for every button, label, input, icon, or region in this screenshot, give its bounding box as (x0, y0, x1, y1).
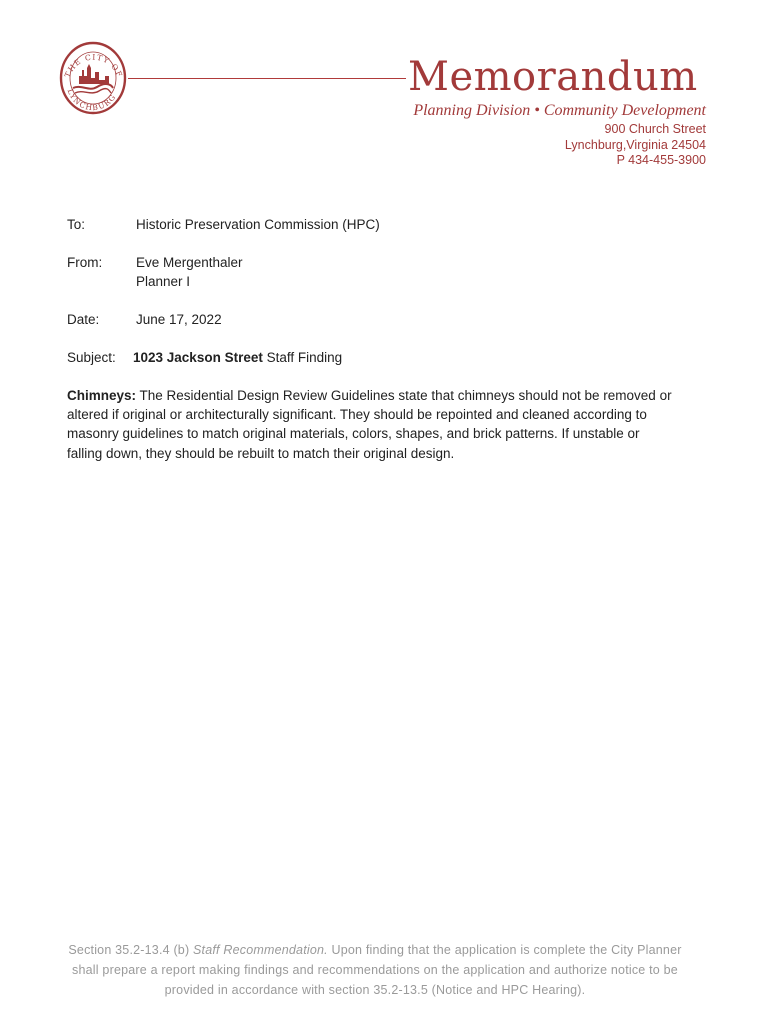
address-phone: P 434-455-3900 (616, 153, 706, 167)
memo-title: Memorandum (408, 54, 698, 100)
body-paragraph (67, 386, 677, 463)
address-street: 900 Church Street (604, 122, 706, 136)
date-label: Date: (67, 312, 100, 327)
subject-rest: Staff Finding (262, 350, 343, 365)
seal-text-bottom: LYNCHBURG (65, 87, 118, 113)
date-value: June 17, 2022 (136, 312, 222, 327)
to-value: Historic Preservation Commission (HPC) (136, 217, 380, 232)
memo-subtitle: Planning Division • Community Development (413, 102, 706, 119)
body-lead: Chimneys: (67, 388, 137, 403)
svg-text:THE CITY OF (63, 53, 125, 79)
from-name: Eve Mergenthaler (136, 255, 243, 270)
subject-address: 1023 Jackson Street (133, 350, 263, 365)
subject-line (133, 348, 342, 367)
footer-emphasis: Staff Recommendation. (193, 943, 328, 957)
footer-rest: Upon finding that the application is complete the City Planner shall prepare a report making findings and recommendations on the application and authorize notice to be provided in accordance with section 35.2-13.5 (Notice and HPC Hearing). (72, 943, 682, 997)
body-text: The Residential Design Review Guidelines state that chimneys should not be removed or altered if original or architecturally significant. They should be repointed and cleaned according to masonry guidelines to match original materials, colors, shapes, and brick patterns. If unstable or falling down, they should be rebuilt to match their original design. (67, 388, 672, 461)
subject-label: Subject: (67, 350, 116, 365)
address-city: Lynchburg,Virginia 24504 (564, 137, 706, 152)
city-seal-logo (59, 40, 127, 116)
footer-prefix: Section 35.2-13.4 (b) (68, 943, 193, 957)
to-label: To: (67, 217, 86, 232)
from-label: From: (67, 255, 103, 270)
header-rule (128, 78, 406, 79)
footer-note (60, 940, 690, 1000)
seal-text-top: THE CITY OF (62, 52, 125, 80)
from-title: Planner I (136, 274, 191, 289)
